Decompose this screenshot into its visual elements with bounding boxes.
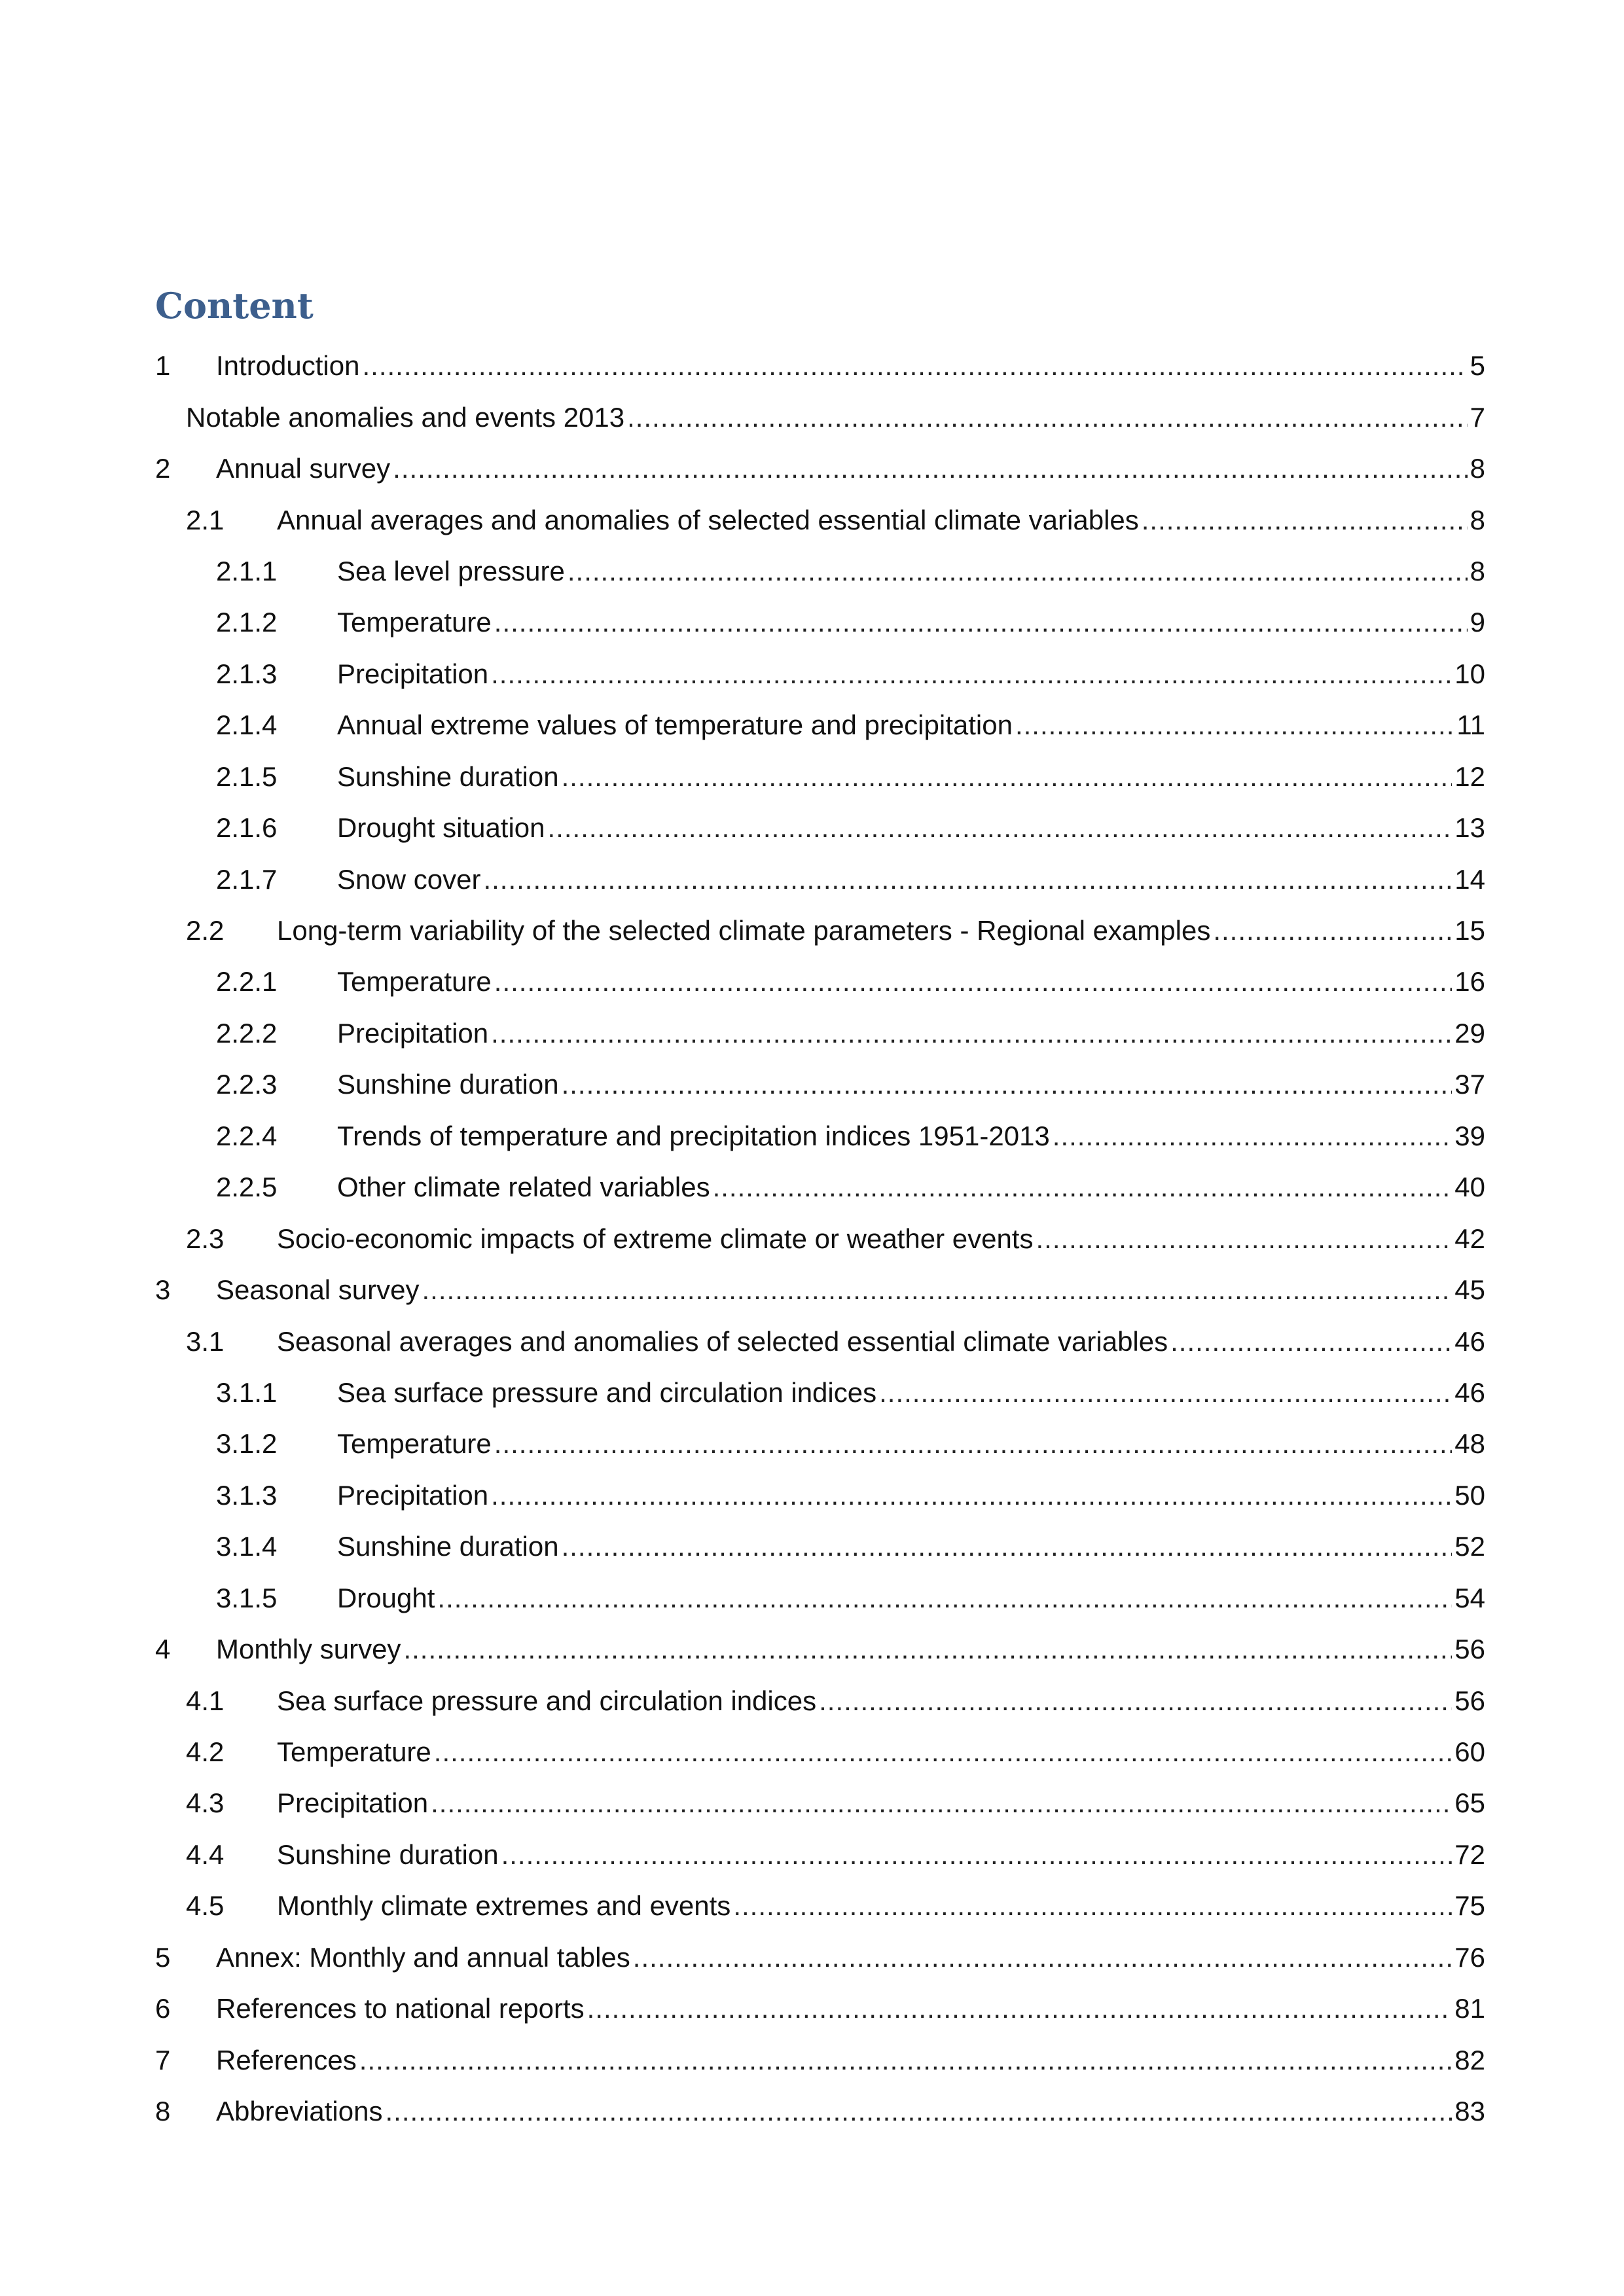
toc-entry[interactable]: [155, 853, 1485, 905]
toc-entry-page-number: 14: [1454, 863, 1485, 895]
toc-dot-leader: [431, 1789, 1452, 1817]
toc-entry-page-number: 8: [1470, 504, 1485, 535]
toc-entry-title: Sunshine duration: [337, 1069, 559, 1100]
toc-entry-page-number: 52: [1454, 1531, 1485, 1562]
toc-entry-title: Sunshine duration: [337, 761, 559, 792]
toc-entry-number: 2.2: [186, 915, 225, 946]
toc-entry-page-number: 11: [1456, 709, 1485, 741]
toc-entry[interactable]: [155, 1624, 1485, 1675]
toc-entry-page-number: 29: [1454, 1017, 1485, 1049]
toc-entry-number: 2.1.2: [216, 607, 278, 638]
toc-entry-page-number: 16: [1454, 966, 1485, 997]
toc-entry-page-number: 46: [1454, 1376, 1485, 1408]
toc-entry[interactable]: [155, 443, 1485, 494]
toc-entry-number: 2: [155, 453, 171, 484]
toc-entry-number: 2.1.1: [216, 555, 278, 586]
toc-entry-title: Temperature: [277, 1736, 431, 1768]
toc-dot-leader: [562, 763, 1453, 791]
toc-entry[interactable]: [155, 340, 1485, 391]
toc-entry[interactable]: [155, 1367, 1485, 1418]
toc-entry-title: Long-term variability of the selected climate parameters - Regional examples: [277, 915, 1211, 946]
toc-entry[interactable]: [155, 1778, 1485, 1829]
toc-entry[interactable]: [155, 1111, 1485, 1162]
toc-entry-number: 2.2.4: [216, 1120, 278, 1151]
toc-entry-page-number: 12: [1454, 761, 1485, 792]
toc-entry[interactable]: [155, 1059, 1485, 1110]
toc-entry-title: Precipitation: [337, 1479, 489, 1511]
toc-entry-title: Seasonal survey: [216, 1274, 420, 1306]
toc-entry-page-number: 8: [1470, 453, 1485, 484]
toc-dot-leader: [422, 1276, 1453, 1304]
toc-dot-leader: [494, 1430, 1453, 1458]
toc-entry-page-number: 56: [1454, 1634, 1485, 1665]
toc-entry-number: 4.3: [186, 1787, 225, 1819]
toc-entry-number: 2.1.7: [216, 863, 278, 895]
toc-entry-title: Abbreviations: [216, 2096, 383, 2127]
toc-entry-page-number: 13: [1454, 812, 1485, 844]
table-of-contents: [155, 340, 1485, 2137]
toc-entry-page-number: 42: [1454, 1223, 1485, 1254]
toc-dot-leader: [494, 609, 1468, 636]
toc-entry-number: 3.1.1: [216, 1376, 278, 1408]
toc-entry-page-number: 7: [1470, 401, 1485, 433]
toc-entry-number: 5: [155, 1941, 171, 1973]
toc-entry[interactable]: [155, 1932, 1485, 1983]
toc-entry[interactable]: [155, 751, 1485, 802]
toc-entry-title: Other climate related variables: [337, 1172, 710, 1203]
toc-dot-leader: [483, 866, 1452, 893]
toc-entry-number: 2.1.6: [216, 812, 278, 844]
toc-entry-title: Annex: Monthly and annual tables: [216, 1941, 630, 1973]
toc-entry-title: Monthly survey: [216, 1634, 401, 1665]
toc-entry-title: Trends of temperature and precipitation indices 1951-2013: [337, 1120, 1050, 1151]
toc-entry[interactable]: [155, 700, 1485, 751]
toc-entry-number: 3.1.3: [216, 1479, 278, 1511]
toc-dot-leader: [562, 1071, 1453, 1098]
toc-entry-page-number: 50: [1454, 1479, 1485, 1511]
toc-entry-title: Sunshine duration: [277, 1839, 499, 1870]
toc-entry[interactable]: [155, 956, 1485, 1007]
toc-entry[interactable]: [155, 1573, 1485, 1624]
toc-entry-page-number: 82: [1454, 2044, 1485, 2075]
toc-entry-number: 4.1: [186, 1685, 225, 1716]
toc-entry-number: 3.1: [186, 1325, 225, 1357]
toc-entry[interactable]: [155, 494, 1485, 545]
toc-entry-title: Precipitation: [277, 1787, 429, 1819]
toc-entry-title: References: [216, 2044, 357, 2075]
toc-entry-title: Temperature: [337, 966, 492, 997]
toc-entry-number: 2.2.3: [216, 1069, 278, 1100]
toc-entry-title: Temperature: [337, 607, 492, 638]
toc-entry-number: 2.1: [186, 504, 225, 535]
toc-dot-leader: [434, 1738, 1453, 1766]
toc-entry[interactable]: [155, 1418, 1485, 1469]
toc-entry[interactable]: [155, 2086, 1485, 2137]
toc-entry-page-number: 60: [1454, 1736, 1485, 1768]
toc-entry-page-number: 37: [1454, 1069, 1485, 1100]
toc-dot-leader: [359, 2047, 1453, 2074]
toc-entry-title: Annual survey: [216, 453, 391, 484]
toc-entry-title: Precipitation: [337, 658, 489, 689]
toc-entry[interactable]: [155, 1880, 1485, 1931]
toc-entry-title: Seasonal averages and anomalies of selected essential climate variables: [277, 1325, 1168, 1357]
toc-dot-leader: [1015, 711, 1454, 739]
toc-entry-number: 6: [155, 1993, 171, 2024]
toc-entry[interactable]: [155, 546, 1485, 597]
toc-entry[interactable]: [155, 905, 1485, 956]
toc-entry-number: 3: [155, 1274, 171, 1306]
toc-entry[interactable]: [155, 802, 1485, 853]
toc-entry[interactable]: [155, 1983, 1485, 2034]
toc-entry-title: Sunshine duration: [337, 1531, 559, 1562]
toc-entry[interactable]: [155, 1829, 1485, 1880]
toc-entry-page-number: 46: [1454, 1325, 1485, 1357]
toc-entry-title: Drought: [337, 1582, 435, 1613]
toc-entry-number: 3.1.4: [216, 1531, 278, 1562]
toc-entry[interactable]: [155, 1675, 1485, 1726]
toc-entry[interactable]: [155, 649, 1485, 700]
toc-dot-leader: [1213, 917, 1452, 944]
toc-entry-number: 4.2: [186, 1736, 225, 1768]
toc-entry[interactable]: [155, 1265, 1485, 1316]
toc-dot-leader: [491, 660, 1452, 688]
toc-entry-number: 2.1.4: [216, 709, 278, 741]
toc-entry-page-number: 15: [1454, 915, 1485, 946]
toc-entry-number: 2.1.3: [216, 658, 278, 689]
toc-entry-number: 8: [155, 2096, 171, 2127]
toc-entry[interactable]: [155, 1162, 1485, 1213]
toc-entry-title: Snow cover: [337, 863, 481, 895]
toc-dot-leader: [491, 1020, 1452, 1047]
toc-dot-leader: [1053, 1122, 1453, 1150]
toc-entry[interactable]: [155, 1727, 1485, 1778]
toc-dot-leader: [501, 1841, 1453, 1869]
toc-entry[interactable]: [155, 2034, 1485, 2085]
toc-entry-page-number: 56: [1454, 1685, 1485, 1716]
toc-entry-page-number: 40: [1454, 1172, 1485, 1203]
toc-dot-leader: [1170, 1328, 1452, 1355]
toc-entry-title: Notable anomalies and events 2013: [186, 401, 625, 433]
toc-entry-title: Precipitation: [337, 1017, 489, 1049]
toc-entry-page-number: 48: [1454, 1428, 1485, 1460]
toc-dot-leader: [879, 1379, 1452, 1407]
toc-entry-number: 2.2.2: [216, 1017, 278, 1049]
toc-entry-title: Introduction: [216, 350, 360, 382]
toc-dot-leader: [1036, 1225, 1452, 1253]
toc-dot-leader: [633, 1944, 1453, 1971]
toc-entry-page-number: 83: [1454, 2096, 1485, 2127]
toc-dot-leader: [1142, 507, 1468, 534]
toc-entry-page-number: 5: [1470, 350, 1485, 382]
toc-dot-leader: [362, 352, 1467, 380]
toc-dot-leader: [491, 1482, 1452, 1509]
toc-dot-leader: [568, 558, 1468, 585]
toc-entry-number: 4.5: [186, 1890, 225, 1922]
toc-dot-leader: [562, 1533, 1453, 1560]
toc-entry[interactable]: [155, 391, 1485, 442]
toc-entry-number: 3.1.2: [216, 1428, 278, 1460]
toc-entry-title: Temperature: [337, 1428, 492, 1460]
toc-entry-title: Sea level pressure: [337, 555, 565, 586]
toc-dot-leader: [587, 1995, 1453, 2022]
toc-entry-title: Annual extreme values of temperature and precipitation: [337, 709, 1013, 741]
toc-dot-leader: [385, 2098, 1452, 2125]
page-title: Content: [155, 285, 314, 327]
toc-dot-leader: [494, 968, 1453, 996]
toc-entry-number: 2.2.1: [216, 966, 278, 997]
toc-entry[interactable]: [155, 597, 1485, 648]
toc-entry-page-number: 75: [1454, 1890, 1485, 1922]
toc-entry-number: 2.2.5: [216, 1172, 278, 1203]
toc-entry-number: 3.1.5: [216, 1582, 278, 1613]
toc-entry-page-number: 65: [1454, 1787, 1485, 1819]
toc-entry-title: Sea surface pressure and circulation indices: [277, 1685, 817, 1716]
toc-entry-page-number: 10: [1454, 658, 1485, 689]
toc-entry-number: 7: [155, 2044, 171, 2075]
toc-entry-page-number: 39: [1454, 1120, 1485, 1151]
toc-dot-leader: [819, 1687, 1452, 1715]
toc-entry-page-number: 54: [1454, 1582, 1485, 1613]
toc-entry[interactable]: [155, 1470, 1485, 1521]
toc-entry-number: 4.4: [186, 1839, 225, 1870]
toc-dot-leader: [393, 455, 1467, 482]
toc-entry-page-number: 9: [1470, 607, 1485, 638]
toc-entry-title: Monthly climate extremes and events: [277, 1890, 731, 1922]
toc-entry[interactable]: [155, 1008, 1485, 1059]
toc-entry-number: 1: [155, 350, 171, 382]
toc-entry-number: 2.3: [186, 1223, 225, 1254]
toc-entry-number: 2.1.5: [216, 761, 278, 792]
toc-entry-page-number: 8: [1470, 555, 1485, 586]
toc-entry-page-number: 45: [1454, 1274, 1485, 1306]
toc-dot-leader: [733, 1892, 1452, 1920]
toc-entry-page-number: 72: [1454, 1839, 1485, 1870]
toc-entry-title: Sea surface pressure and circulation indices: [337, 1376, 877, 1408]
toc-entry-title: References to national reports: [216, 1993, 585, 2024]
toc-entry[interactable]: [155, 1213, 1485, 1264]
toc-entry-title: Annual averages and anomalies of selected essential climate variables: [277, 504, 1139, 535]
toc-entry-title: Socio-economic impacts of extreme climate or weather events: [277, 1223, 1034, 1254]
toc-entry-number: 4: [155, 1634, 171, 1665]
toc-entry-page-number: 76: [1454, 1941, 1485, 1973]
toc-entry-page-number: 81: [1454, 1993, 1485, 2024]
toc-dot-leader: [548, 814, 1453, 842]
toc-dot-leader: [713, 1174, 1453, 1201]
toc-entry[interactable]: [155, 1521, 1485, 1572]
toc-dot-leader: [437, 1585, 1452, 1612]
toc-entry[interactable]: [155, 1316, 1485, 1367]
toc-entry-title: Drought situation: [337, 812, 545, 844]
toc-dot-leader: [403, 1636, 1452, 1663]
toc-dot-leader: [627, 404, 1468, 431]
